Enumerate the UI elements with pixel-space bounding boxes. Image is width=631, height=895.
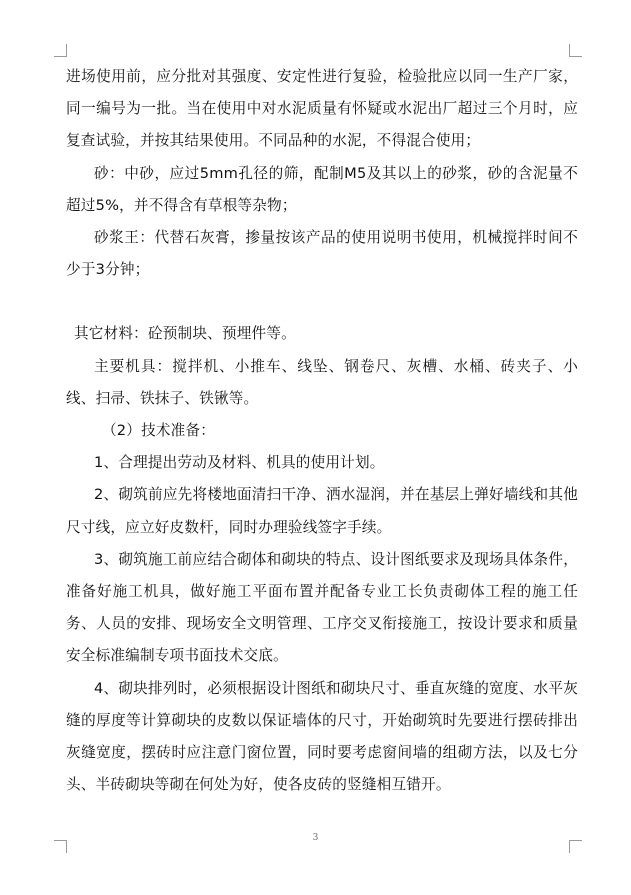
paragraph-cement-inspection: 进场使用前，应分批对其强度、安定性进行复验，检验批应以同一生产厂家，同一编号为一批。当在使用中对水泥质量有怀疑或水泥出厂超过三个月时，应复查试验，并按其结果使用。不同品种的水泥，不得混合使用； (66, 68, 578, 150)
paragraph-item-1: 1、合理提出劳动及材料、机具的使用计划。 (94, 454, 385, 472)
paragraph-item-4: 4、砌块排列时，必须根据设计图纸和砌块尺寸、垂直灰缝的宽度、水平灰缝的厚度等计算砌块的皮数以保证墙体的尺寸，开始砌筑时先要进行摆砖排出灰缝宽度，摆砖时应注意门窗位置，同时要考虑窗间墙的组砌方法，以及七分头、半砖砌块等砌在何处为好，使各皮砖的竖缝相互错开。 (66, 679, 578, 794)
paragraph-item-3: 3、砌筑施工前应结合砌体和砌块的特点、设计图纸要求及现场具体条件，准备好施工机具，做好施工平面布置并配备专业工长负责砌体工程的施工任务、人员的安排、现场安全文明管理、工序交叉衔接施工，按设计要求和质量安全标准编制专项书面技术交底。 (66, 550, 578, 665)
crop-mark-top-right (569, 44, 582, 57)
paragraph-sand: 砂：中砂，应过5mm孔径的筛，配制M5及其以上的砂浆，砂的含泥量不超过5%，并不得含有草根等杂物； (66, 164, 578, 214)
page-number: 3 (312, 833, 319, 843)
paragraph-mortar-king: 砂浆王：代替石灰膏，掺量按该产品的使用说明书使用，机械搅拌时间不少于3分钟； (66, 229, 578, 279)
paragraph-other-materials: 其它材料：砼预制块、预埋件等。 (74, 325, 296, 343)
paragraph-main-tools: 主要机具：搅拌机、小推车、线坠、钢卷尺、灰槽、水桶、砖夹子、小线、扫帚、铁抹子、铁锹等。 (66, 357, 578, 407)
heading-technical-preparation: （2）技术准备： (102, 422, 216, 440)
blank-line (66, 286, 578, 318)
paragraph-item-2: 2、砌筑前应先将楼地面清扫干净、洒水湿润，并在基层上弹好墙线和其他尺寸线，应立好皮数杆，同时办理验线签字手续。 (66, 486, 578, 536)
document-body (66, 61, 578, 801)
crop-mark-top-left (54, 44, 67, 57)
